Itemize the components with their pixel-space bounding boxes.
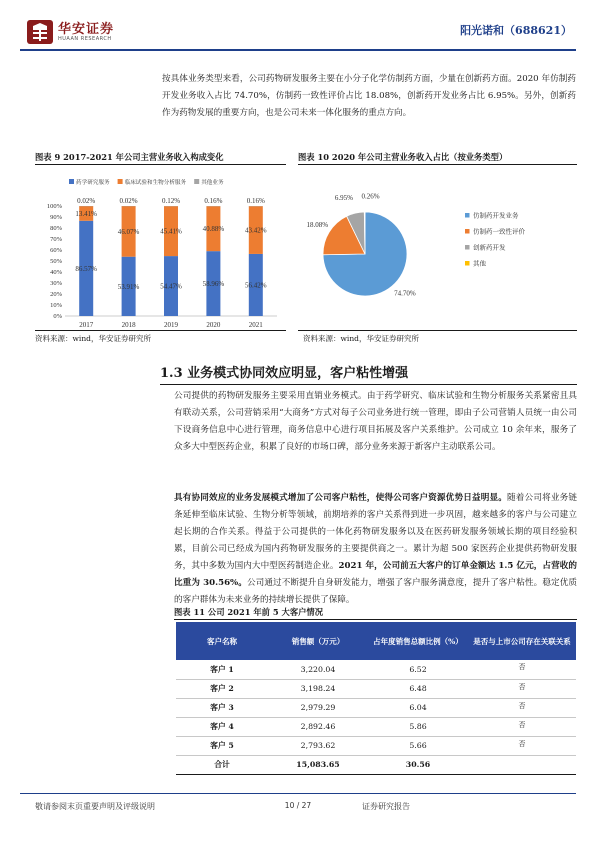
footer-disclaimer: 敬请参阅末页重要声明及评级说明	[35, 802, 155, 811]
revenue-composition-chart	[35, 170, 286, 328]
para3-lead: 具有协同效应的业务发展模式增加了公司客户粘性，使得公司客户资源优势日益明显。	[174, 493, 508, 503]
data-label: 56.42%	[245, 281, 267, 290]
fig11-top-rule	[174, 619, 577, 620]
legend-label: 药学研究服务	[76, 180, 110, 186]
legend-swatch	[465, 261, 470, 266]
pie-data-label: 18.08%	[306, 221, 329, 230]
para3-highlight: 2021 年，公司前五大客户的订单金额达 1.5 亿元，占营收的比重为 30.56%。	[174, 561, 577, 588]
data-label: 43.42%	[245, 226, 267, 235]
logo-text: 华安证券	[58, 22, 115, 37]
footer-report-type: 证券研究报告	[362, 802, 410, 811]
cell-customer: 客户 3	[176, 698, 268, 717]
pie-data-label: 74.70%	[394, 289, 416, 298]
y-tick-label: 60%	[50, 247, 62, 254]
data-label: 0.02%	[77, 197, 96, 205]
cell-sales: 2,793.62	[268, 736, 368, 755]
data-label: 45.41%	[160, 227, 182, 236]
fig10-source: 资料来源：wind，华安证券研究所	[303, 334, 419, 343]
data-label: 0.02%	[119, 197, 138, 205]
cell-total-ratio: 30.56	[368, 755, 468, 774]
logo-icon	[26, 19, 54, 45]
pie-data-label: 6.95%	[334, 194, 354, 203]
page-number: 10 / 27	[284, 801, 312, 810]
y-tick-label: 0%	[53, 313, 62, 320]
table-row	[176, 717, 576, 736]
pie-data-label: 0.26%	[361, 192, 380, 201]
fig9-top-rule	[35, 164, 286, 165]
table-row	[176, 679, 576, 698]
page-header	[20, 14, 576, 48]
cell-related: 否	[468, 679, 576, 698]
top-customers-table	[176, 622, 576, 775]
y-tick-label: 100%	[46, 203, 62, 210]
y-tick-label: 30%	[50, 280, 62, 287]
col-customer: 客户名称	[176, 622, 268, 660]
fig9-bottom-rule	[35, 330, 286, 331]
para3-mid: 随着公司将业务链条延伸至临床试验、生物分析等领域，前期培养的客户关系得到进一步巩固，越来越多的客户与公司建立起长期的合作关系。得益于公司提供的一体化药物研发服务以及在医药研发服务领域长期的项目经验积累，目前公司已经成为国内药物研发服务的主要提供商之一。累计为超 500 家医药企业提供药物研发服务，其中多数为国内大中型医药制造企业。	[174, 493, 577, 571]
section-title: 1.3 业务模式协同效应明显，客户粘性增强	[160, 366, 409, 381]
legend-label: 其他业务	[201, 180, 224, 186]
revenue-share-pie-chart	[298, 170, 577, 328]
legend-label: 仿制药开发业务	[473, 212, 519, 220]
data-label: 40.88%	[202, 225, 225, 234]
y-tick-label: 90%	[50, 214, 62, 221]
y-tick-label: 10%	[50, 302, 62, 309]
x-tick-label: 2019	[164, 321, 178, 328]
cell-customer: 客户 2	[176, 679, 268, 698]
cell-total-label: 合计	[176, 755, 268, 774]
cell-sales: 2,979.29	[268, 698, 368, 717]
table-header-row	[176, 622, 576, 660]
x-tick-label: 2021	[248, 321, 263, 328]
report-ticker: 阳光诺和（688621）	[460, 24, 572, 37]
customer-stickiness-paragraph	[174, 490, 577, 609]
cell-customer: 客户 1	[176, 660, 268, 679]
cell-related: 否	[468, 660, 576, 679]
cell-ratio: 5.86	[368, 717, 468, 736]
fig10-bottom-rule	[298, 330, 577, 331]
cell-ratio: 5.66	[368, 736, 468, 755]
y-tick-label: 70%	[50, 236, 62, 243]
cell-related: 否	[468, 698, 576, 717]
fig10-title: 图表 10 2020 年公司主营业务收入占比（按业务类型）	[298, 152, 508, 162]
legend-label: 其他	[473, 260, 486, 268]
cell-related: 否	[468, 736, 576, 755]
legend-swatch	[194, 179, 199, 184]
table-row	[176, 660, 576, 679]
data-label: 0.16%	[204, 197, 223, 205]
data-label: 58.96%	[202, 280, 225, 289]
y-tick-label: 20%	[50, 291, 62, 298]
fig9-title: 图表 9 2017-2021 年公司主营业务收入构成变化	[35, 152, 224, 162]
logo-subtext: HUAAN RESEARCH	[58, 36, 112, 42]
cell-customer: 客户 5	[176, 736, 268, 755]
data-label: 0.16%	[246, 197, 265, 205]
cell-related: 否	[468, 717, 576, 736]
business-model-paragraph: 公司提供的药物研发服务主要采用直销业务模式。由于药学研究、临床试验和生物分析服务关系紧密且具有联动关系，公司营销采用“大商务”方式对每子公司业务进行统一管理，即由子公司营销人员统一由公司下设商务信息中心进行管理，商务信息中心进行项目拓展及客户关系维护。公司成立 10 余年来，服务了众多大中型医药企业，积累了良好的市场口碑，部分业务来源于新客户主动联系公司。	[174, 391, 577, 452]
col-sales: 销售额（万元）	[268, 622, 368, 660]
cell-total-sales: 15,083.65	[268, 755, 368, 774]
legend-swatch	[118, 179, 123, 184]
para3-tail: 公司通过不断提升自身研发能力，增强了客户服务满意度，提升了客户粘性。稳定优质的客户群体为未来业务的持续增长提供了保障。	[174, 578, 577, 605]
cell-customer: 客户 4	[176, 717, 268, 736]
table-total-row	[176, 755, 576, 774]
section-divider	[160, 384, 577, 385]
data-label: 54.47%	[160, 282, 182, 291]
cell-ratio: 6.52	[368, 660, 468, 679]
cell-ratio: 6.48	[368, 679, 468, 698]
legend-swatch	[69, 179, 74, 184]
legend-label: 仿制药一致性评价	[473, 228, 525, 236]
col-ratio: 占年度销售总额比例（%）	[368, 622, 468, 660]
table-row	[176, 736, 576, 755]
col-related: 是否与上市公司存在关联关系	[468, 622, 576, 660]
table-row	[176, 698, 576, 717]
fig11-title: 图表 11 公司 2021 年前 5 大客户情况	[174, 607, 324, 617]
data-label: 13.41%	[75, 209, 97, 218]
data-label: 46.07%	[117, 227, 140, 236]
data-label: 53.91%	[117, 282, 140, 291]
y-tick-label: 40%	[50, 269, 62, 276]
header-divider	[20, 49, 576, 51]
footer-divider	[20, 793, 576, 794]
cell-ratio: 6.04	[368, 698, 468, 717]
intro-paragraph: 按具体业务类型来看，公司药物研发服务主要在小分子化学仿制药方面，少量在创新药方面。2020 年仿制药开发业务收入占比 74.70%，仿制药一致性评价占比 18.08%，创新药开发业务占比 6.95%。另外，创新药作为药物发展的重要方向，也是公司未来一体化服务的重点方向。	[162, 74, 576, 118]
legend-label: 创新药开发	[473, 244, 506, 252]
legend-swatch	[465, 213, 470, 218]
x-tick-label: 2017	[79, 321, 94, 328]
cell-total-related	[468, 755, 576, 774]
data-label: 0.12%	[161, 197, 181, 205]
cell-sales: 3,220.04	[268, 660, 368, 679]
fig10-top-rule	[298, 164, 577, 165]
cell-sales: 2,892.46	[268, 717, 368, 736]
x-tick-label: 2018	[121, 321, 136, 328]
cell-sales: 3,198.24	[268, 679, 368, 698]
y-tick-label: 80%	[50, 225, 62, 232]
legend-swatch	[465, 229, 470, 234]
y-tick-label: 50%	[50, 258, 62, 265]
x-tick-label: 2020	[206, 321, 221, 328]
legend-label: 临床试验和生物分析服务	[124, 180, 187, 186]
legend-swatch	[465, 245, 470, 250]
data-label: 86.57%	[75, 264, 97, 273]
fig9-source: 资料来源：wind，华安证券研究所	[35, 334, 151, 343]
